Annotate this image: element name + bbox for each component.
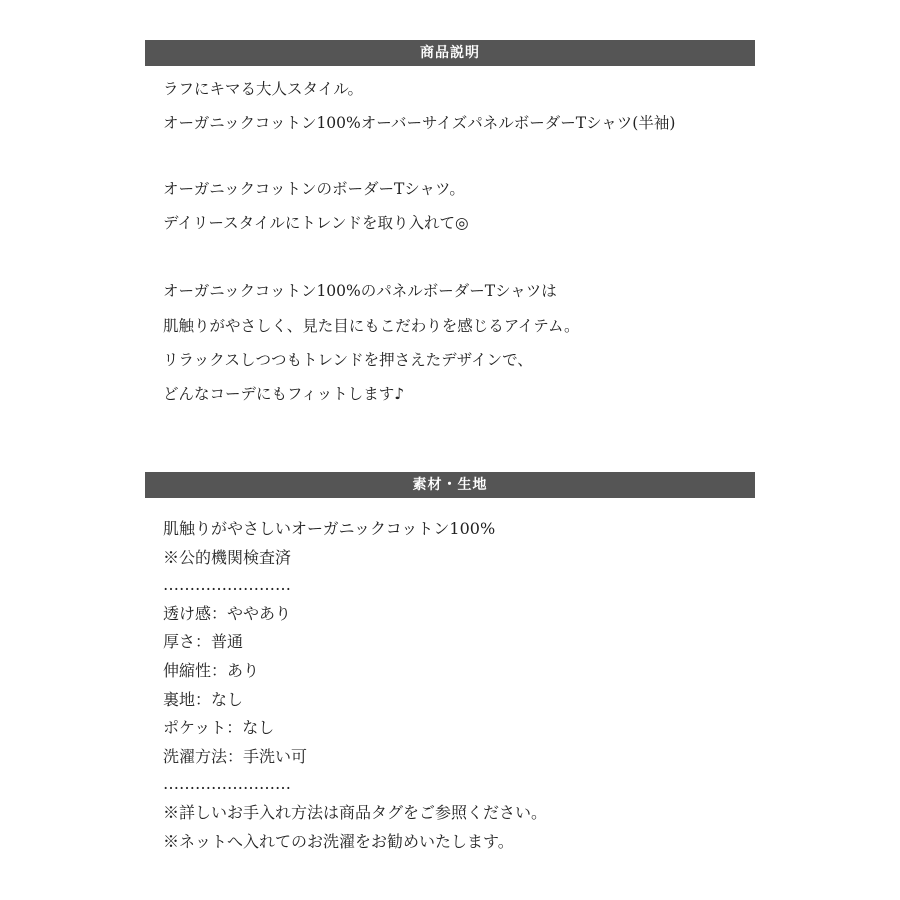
description-line: リラックスしつつもトレンドを押さえたデザインで、 bbox=[163, 351, 533, 369]
material-line: 透け感：ややあり bbox=[163, 604, 292, 623]
description-line: オーガニックコットン100%オーバーサイズパネルボーダーTシャツ(半袖) bbox=[163, 114, 676, 132]
dotted-separator: …………………… bbox=[163, 575, 291, 594]
care-note: ※詳しいお手入れ方法は商品タグをご参照ください。 bbox=[163, 803, 548, 822]
care-note: ※ネットへ入れてのお洗濯をお勧めいたします。 bbox=[163, 832, 514, 851]
description-line: ラフにキマる大人スタイル。 bbox=[163, 80, 363, 98]
material-line: 厚さ：普通 bbox=[163, 632, 244, 651]
description-line: オーガニックコットンのボーダーTシャツ。 bbox=[163, 180, 465, 198]
material-fabric-header: 素材・生地 bbox=[145, 472, 755, 498]
material-line: 洗濯方法：手洗い可 bbox=[163, 747, 308, 766]
material-line: 裏地：なし bbox=[163, 690, 244, 709]
product-description-header: 商品説明 bbox=[145, 40, 755, 66]
material-line: 肌触りがやさしいオーガニックコットン100% bbox=[163, 519, 496, 538]
material-line: ポケット：なし bbox=[163, 718, 275, 737]
description-line: オーガニックコットン100%のパネルボーダーTシャツは bbox=[163, 282, 557, 300]
description-line: 肌触りがやさしく、見た目にもこだわりを感じるアイテム。 bbox=[163, 317, 580, 335]
material-line: 伸縮性：あり bbox=[163, 661, 260, 680]
dotted-separator: …………………… bbox=[163, 774, 291, 793]
description-line: どんなコーデにもフィットします♪ bbox=[163, 385, 405, 403]
material-line: ※公的機関検査済 bbox=[163, 548, 292, 567]
description-line: デイリースタイルにトレンドを取り入れて◎ bbox=[163, 214, 469, 232]
